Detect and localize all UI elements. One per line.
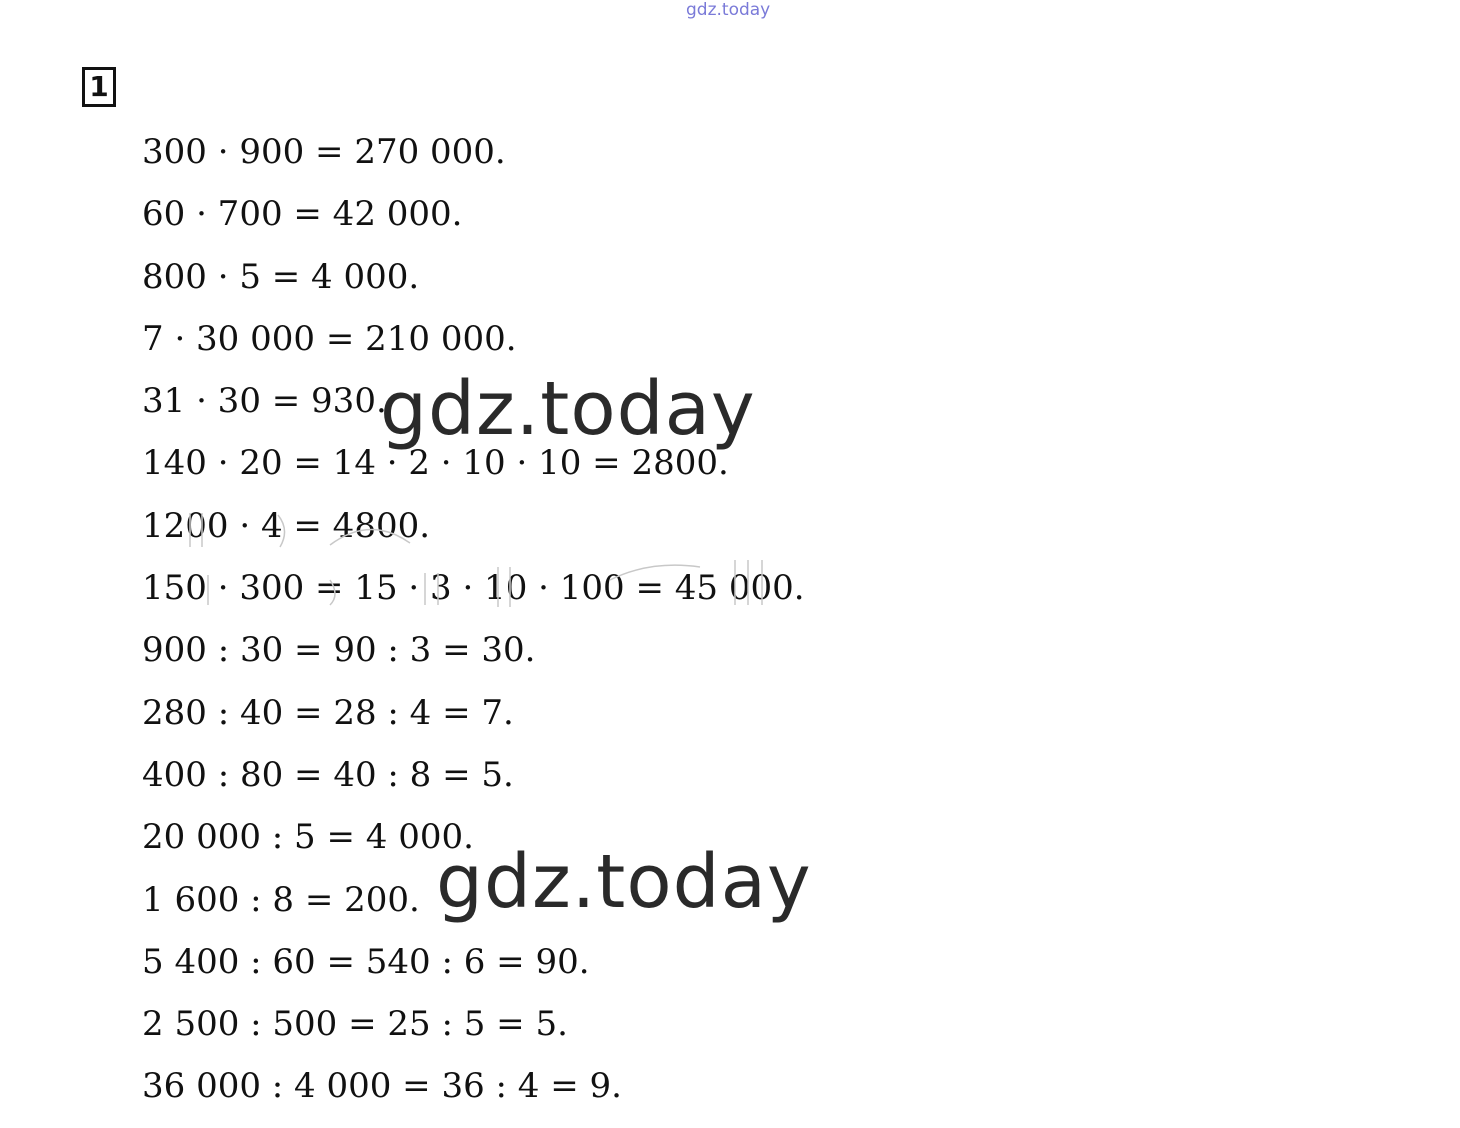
- equation-list: [142, 128, 805, 1125]
- watermark-overlay: gdz.today: [380, 366, 756, 452]
- equation-line: 7 · 30 000 = 210 000.: [142, 318, 517, 359]
- equation-line: 36 000 : 4 000 = 36 : 4 = 9.: [142, 1066, 622, 1107]
- faint-watermark-strokes: [180, 505, 780, 615]
- equation-line: 900 : 30 = 90 : 3 = 30.: [142, 630, 536, 671]
- equation-line: 20 000 : 5 = 4 000.: [142, 817, 474, 858]
- equation-line: 1 600 : 8 = 200.: [142, 879, 420, 920]
- equation-line: 400 : 80 = 40 : 8 = 5.: [142, 754, 514, 795]
- watermark-overlay: gdz.today: [436, 839, 812, 925]
- task-number-box: 1: [82, 67, 116, 107]
- equation-line: 800 · 5 = 4 000.: [142, 256, 420, 297]
- equation-line: 1200 · 4 = 4800.: [142, 505, 431, 546]
- equation-line: 280 : 40 = 28 : 4 = 7.: [142, 692, 514, 733]
- equation-line: 150 · 300 = 15 · 3 · 10 · 100 = 45 000.: [142, 568, 805, 609]
- equation-line: 5 400 : 60 = 540 : 6 = 90.: [142, 941, 590, 982]
- top-watermark: gdz.today: [686, 0, 771, 20]
- equation-line: 2 500 : 500 = 25 : 5 = 5.: [142, 1004, 568, 1045]
- equation-line: 60 · 700 = 42 000.: [142, 194, 463, 235]
- equation-line: 300 · 900 = 270 000.: [142, 132, 506, 172]
- equation-line: 31 · 30 = 930.: [142, 381, 387, 422]
- equation-line: 140 · 20 = 14 · 2 · 10 · 10 = 2800.: [142, 443, 729, 484]
